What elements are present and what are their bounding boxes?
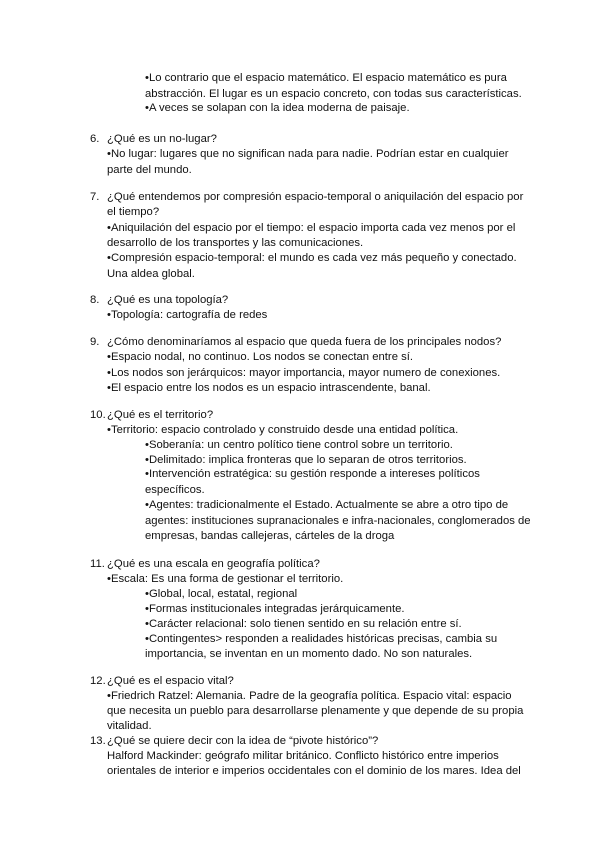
answer-line: •Territorio: espacio controlado y construido desde una entidad política. [107, 424, 459, 436]
answer-line: desarrollo de los transportes y las comunicaciones. [107, 237, 364, 249]
sub-answer-line: empresas, bandas callejeras, cárteles de la droga [145, 530, 395, 542]
sub-answer-line: •Global, local, estatal, regional [145, 588, 298, 600]
answer-line: Halford Mackinder: geógrafo militar británico. Conflicto histórico entre imperios [107, 750, 499, 762]
question-title: ¿Qué entendemos por compresión espacio-temporal o aniquilación del espacio por [107, 191, 524, 203]
sub-answer-line: •Carácter relacional: solo tienen sentido en su relación entre sí. [145, 618, 462, 630]
answer-line: orientales de interior e imperios occidentales con el dominio de los mares. Idea del [107, 765, 521, 777]
question-number: 7. [90, 191, 100, 203]
answer-line: •No lugar: lugares que no significan nada para nadie. Podrían estar en cualquier [107, 148, 509, 160]
question-number: 8. [90, 294, 100, 306]
sub-answer-line: agentes: instituciones supranacionales e infra-nacionales, conglomerados de [145, 515, 531, 527]
sub-answer-line: •Soberanía: un centro político tiene control sobre un territorio. [145, 439, 453, 451]
sub-answer-line: específicos. [145, 484, 205, 496]
question-number: 12. [90, 675, 106, 687]
answer-line: •El espacio entre los nodos es un espacio intrascendente, banal. [107, 382, 431, 394]
answer-line: •Friedrich Ratzel: Alemania. Padre de la geografía política. Espacio vital: espacio [107, 690, 512, 702]
answer-line: •Escala: Es una forma de gestionar el territorio. [107, 573, 344, 585]
sub-answer-line: •Delimitado: implica fronteras que lo separan de otros territorios. [145, 454, 467, 466]
question-title: el tiempo? [107, 206, 160, 218]
answer-line: •Aniquilación del espacio por el tiempo: el espacio importa cada vez menos por el [107, 222, 516, 234]
question-title: ¿Qué es un no-lugar? [107, 133, 217, 145]
answer-line: que necesita un pueblo para desarrollarse plenamente y que depende de su propia [107, 705, 524, 717]
question-number: 13. [90, 735, 106, 747]
sub-answer-line: importancia, se inventan en un momento dado. No son naturales. [145, 648, 473, 660]
answer-line: •Compresión espacio-temporal: el mundo es cada vez más pequeño y conectado. [107, 252, 517, 264]
sub-answer-line: •Formas institucionales integradas jerárquicamente. [145, 603, 405, 615]
intro-bullet-line: •Lo contrario que el espacio matemático. El espacio matemático es pura [145, 72, 507, 84]
answer-line: •Espacio nodal, no continuo. Los nodos se conectan entre sí. [107, 351, 414, 363]
answer-line: •Los nodos son jerárquicos: mayor importancia, mayor numero de conexiones. [107, 367, 501, 379]
question-number: 11. [90, 558, 105, 570]
question-title: ¿Cómo denominaríamos al espacio que queda fuera de los principales nodos? [107, 336, 502, 348]
answer-line: •Topología: cartografía de redes [107, 309, 268, 321]
sub-answer-line: •Contingentes> responden a realidades históricas precisas, cambia su [145, 633, 498, 645]
intro-bullet-line: abstracción. El lugar es un espacio concreto, con todas sus características. [145, 88, 522, 100]
sub-answer-line: •Agentes: tradicionalmente el Estado. Actualmente se abre a otro tipo de [145, 499, 509, 511]
question-number: 10. [90, 409, 106, 421]
answer-line: vitalidad. [107, 720, 152, 732]
question-title: ¿Qué es una escala en geografía política? [107, 558, 320, 570]
question-title: ¿Qué se quiere decir con la idea de “pivote histórico”? [107, 735, 379, 747]
answer-line: Una aldea global. [107, 268, 195, 280]
question-title: ¿Qué es el espacio vital? [107, 675, 234, 687]
question-number: 9. [90, 336, 100, 348]
question-title: ¿Qué es el territorio? [107, 409, 214, 421]
question-number: 6. [90, 133, 100, 145]
intro-bullet-line: •A veces se solapan con la idea moderna de paisaje. [145, 102, 410, 114]
answer-line: parte del mundo. [107, 164, 192, 176]
sub-answer-line: •Intervención estratégica: su gestión responde a intereses políticos [145, 468, 480, 480]
question-title: ¿Qué es una topología? [107, 294, 229, 306]
